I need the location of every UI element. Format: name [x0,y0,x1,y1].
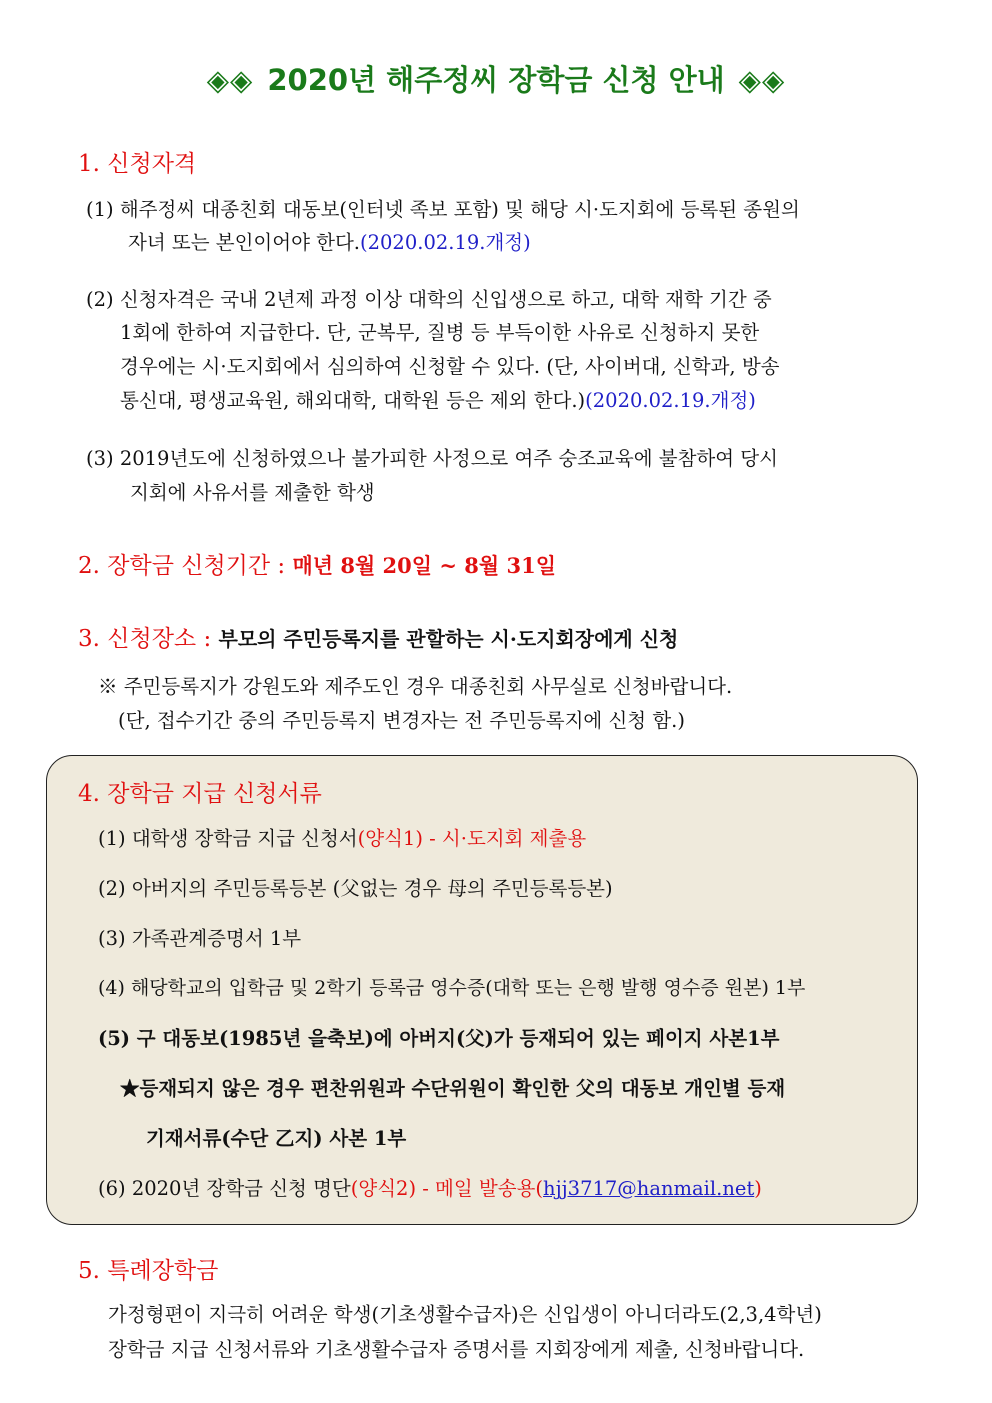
section4-item5-note2: 기재서류(수단 乙지) 사본 1부 [146,1127,407,1150]
section1-item1-line2 [128,227,531,258]
section4-item3: (3) 가족관계증명서 1부 [98,927,302,950]
section1-item3-line2: 지회에 사유서를 제출한 학생 [130,481,375,504]
section4-item6-close: ) [754,1177,762,1200]
section5-heading: 5. 특례장학금 [78,1258,219,1284]
section1-item3-line1: (3) 2019년도에 신청하였으나 불가피한 사정으로 여주 숭조교육에 불참하여 당시 [86,447,778,470]
page-title-text: 2020년 해주정씨 장학금 신청 안내 [267,63,725,97]
section1-item2-line4-text: 통신대, 평생교육원, 해외대학, 대학원 등은 제외 한다.) [120,389,586,412]
section1-item2-line3: 경우에는 시·도지회에서 심의하여 신청할 수 있다. (단, 사이버대, 신학과, 방송 [120,355,780,378]
page-title [0,58,992,99]
section3-heading [78,620,678,653]
section4-heading: 4. 장학금 지급 신청서류 [78,781,322,807]
section2-period: 매년 8월 20일 ~ 8월 31일 [292,553,557,578]
section1-item1-line2-text: 자녀 또는 본인이어야 한다. [128,231,361,254]
section3-heading-label: 3. 신청장소 : [78,626,219,652]
section1-item2-line1: (2) 신청자격은 국내 2년제 과정 이상 대학의 신입생으로 하고, 대학 재학 기간 중 [86,288,772,311]
section5-line1: 가정형편이 지극히 어려운 학생(기초생활수급자)은 신입생이 아니더라도(2,3,4학년) [108,1303,822,1326]
section1-item1-revision: (2020.02.19.개정) [360,231,531,254]
section1-item2-revision: (2020.02.19.개정) [585,389,756,412]
section4-item6 [98,1173,762,1204]
section4-item4: (4) 해당학교의 입학금 및 2학기 등록금 영수증(대학 또는 은행 발행 영수증 원본) 1부 [98,977,806,999]
ornament-right-icon: ◈◈ [738,63,786,97]
section4-item1 [98,823,586,854]
section4-item5-note1: ★등재되지 않은 경우 편찬위원과 수단위원이 확인한 父의 대동보 개인별 등재 [120,1077,786,1100]
section4-item5: (5) 구 대동보(1985년 을축보)에 아버지(父)가 등재되어 있는 페이지 사본1부 [98,1027,780,1050]
section1-item2-line4 [120,385,756,416]
section1-heading: 1. 신청자격 [78,151,197,177]
section4-item6-red: (양식2) - 메일 발송용( [350,1177,544,1200]
section3-note1: ※ 주민등록지가 강원도와 제주도인 경우 대종친회 사무실로 신청바랍니다. [98,675,733,698]
section5-line2: 장학금 지급 신청서류와 기초생활수급자 증명서를 지회장에게 제출, 신청바랍니다. [108,1338,805,1361]
email-link[interactable]: hjj3717@hanmail.net [543,1177,755,1200]
section4-item1-red: (양식1) - 시·도지회 제출용 [357,827,587,850]
section1-item2-line2: 1회에 한하여 지급한다. 단, 군복무, 질병 등 부득이한 사유로 신청하지 못한 [120,321,760,344]
section4-item2: (2) 아버지의 주민등록등본 (父없는 경우 母의 주민등록등본) [98,877,613,900]
section3-place: 부모의 주민등록지를 관할하는 시·도지회장에게 신청 [218,627,679,651]
ornament-left-icon: ◈◈ [206,63,254,97]
section1-item1-line1: (1) 해주정씨 대종친회 대동보(인터넷 족보 포함) 및 해당 시·도지회에 등록된 종원의 [86,198,800,221]
section2-heading-label: 2. 장학금 신청기간 : [78,553,293,579]
section4-item6-text: (6) 2020년 장학금 신청 명단 [98,1177,351,1200]
section3-note2: (단, 접수기간 중의 주민등록지 변경자는 전 주민등록지에 신청 함.) [118,709,685,732]
section4-item1-text: (1) 대학생 장학금 지급 신청서 [98,827,358,850]
section2-heading [78,547,556,580]
